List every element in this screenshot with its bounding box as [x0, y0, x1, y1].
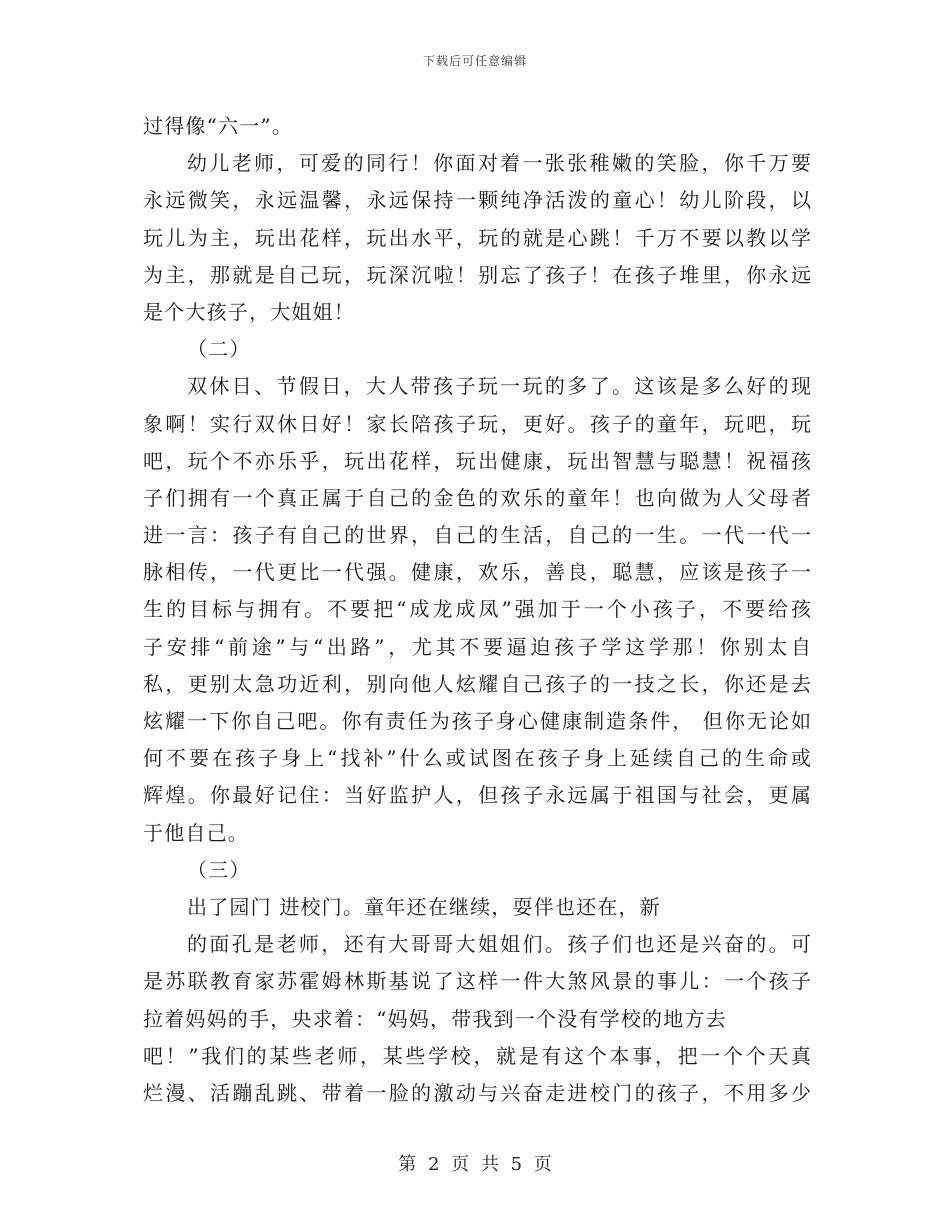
text-line: 进一言：孩子有自己的世界，自己的生活，自己的一生。一代一代一	[143, 523, 811, 548]
text-line: 象啊！实行双休日好！家长陪孩子玩，更好。孩子的童年，玩吧，玩	[143, 411, 811, 436]
text-line: 过得像“六一”。	[143, 114, 294, 138]
text-line: 拉着妈妈的手，央求着：“妈妈，带我到一个没有学校的地方去	[143, 1006, 727, 1031]
section-heading: （三）	[187, 857, 251, 882]
text-line: 何不要在孩子身上“找补”什么或试图在孩子身上延续自己的生命或	[143, 746, 811, 771]
text-line: 是个大孩子，大姐姐！	[143, 299, 355, 324]
text-line: 双休日、节假日，大人带孩子玩一玩的多了。这该是多么好的现	[187, 374, 811, 399]
text-line: 为主，那就是自己玩，玩深沉啦！别忘了孩子！在孩子堆里，你永远	[143, 262, 811, 287]
text-line: 幼儿老师，可爱的同行！你面对着一张张稚嫩的笑脸，你千万要	[187, 151, 811, 176]
text-line: 于他自己。	[143, 820, 249, 845]
text-line: 生的目标与拥有。不要把“成龙成凤”强加于一个小孩子，不要给孩	[143, 597, 811, 622]
text-line: 辉煌。你最好记住：当好监护人，但孩子永远属于祖国与社会，更属	[143, 783, 811, 808]
section-heading: （二）	[187, 337, 251, 362]
text-line: 脉相传，一代更比一代强。健康，欢乐，善良，聪慧，应该是孩子一	[143, 560, 811, 585]
text-line: 子们拥有一个真正属于自己的金色的欢乐的童年！也向做为人父母者	[143, 485, 811, 510]
document-body	[143, 108, 811, 1112]
page-header: 下载后可任意编辑	[422, 54, 527, 68]
text-line: 炫耀一下你自己吧。你有责任为孩子身心健康制造条件， 但你无论如	[143, 709, 811, 733]
text-line: 吧，玩个不亦乐乎，玩出花样，玩出健康，玩出智慧与聪慧！祝福孩	[143, 448, 811, 473]
text-line: 出了园门 进校门。童年还在继续，耍伴也还在，新	[187, 894, 661, 919]
text-line: 子安排“前途”与“出路”，尤其不要逼迫孩子学这学那！你别太自	[143, 634, 811, 659]
text-line: 私，更别太急功近利，别向他人炫耀自己孩子的一技之长，你还是去	[143, 671, 811, 696]
text-line: 吧！”我们的某些老师，某些学校，就是有这个本事，把一个个天真	[143, 1043, 811, 1068]
text-line: 永远微笑，永远温馨，永远保持一颗纯净活泼的童心！幼儿阶段，以	[143, 188, 811, 213]
text-line: 玩儿为主，玩出花样，玩出水平，玩的就是心跳！千万不要以教以学	[143, 225, 811, 250]
text-line: 烂漫、活蹦乱跳、带着一脸的激动与兴奋走进校门的孩子，不用多少	[143, 1080, 811, 1105]
text-line: 是苏联教育家苏霍姆林斯基说了这样一件大煞风景的事儿：一个孩子	[143, 969, 811, 994]
page-footer: 第 2 页 共 5 页	[398, 1154, 552, 1175]
text-line: 的面孔是老师，还有大哥哥大姐姐们。孩子们也还是兴奋的。可	[187, 932, 811, 957]
